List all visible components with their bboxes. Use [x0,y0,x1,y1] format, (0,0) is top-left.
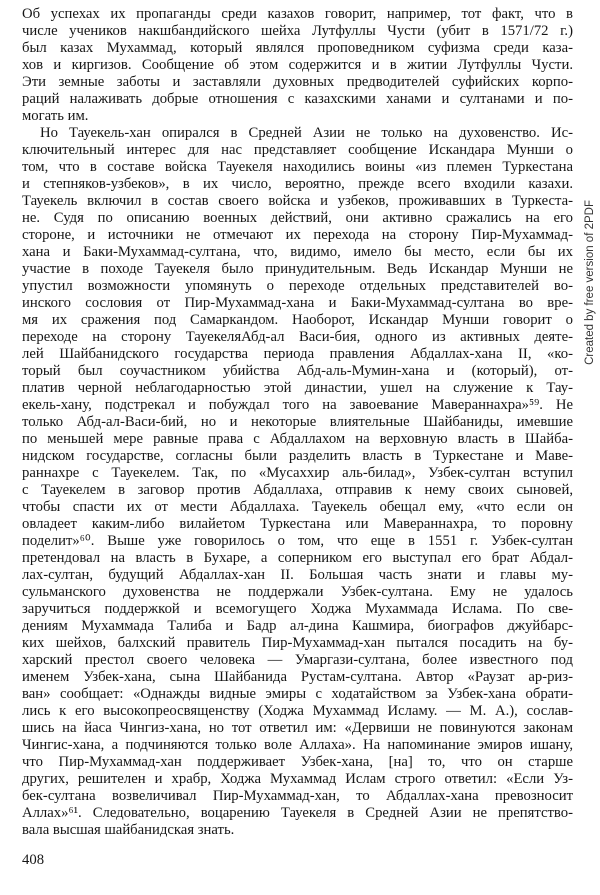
text-line: овладеет каким-либо вилайетом Туркестана или Мавераннахра, то поровну [22,516,573,532]
text-line: инского сословия от Пир-Мухаммад-хана и Баки-Мухаммад-султана во вре- [22,295,573,311]
paragraph [22,125,573,839]
text-line: именем Узбек-хана, сына Шайбанида Рустам-султана. Автор «Раузат ар-риз- [22,669,573,685]
text-line: числе учеников накшбандийского шейха Лутфуллы Чусти (убит в 1571/72 г.) [22,23,573,39]
text-line: стороне, и источники не отмечают их перехода на сторону Пир-Мухаммад- [22,227,573,243]
text-line: том, что в составе войска Тауекеля находились воины «из племен Туркестана [22,159,573,175]
text-line: нидском государстве, согласны были разделить власть в Туркестане и Маве- [22,448,573,464]
text-line: Чингис-хана, а подчиняются только воле Аллаха». На напоминание эмиров ишану, [22,737,573,753]
text-line: Об успехах их пропаганды среди казахов говорит, например, тот факт, что в [22,6,573,22]
text-line: чтобы спасти их от мести Абдаллаха. Тауекель обещал ему, «что если он [22,499,573,515]
text-line: лах-султан, будущий Абдаллах-хан II. Большая часть знати и главы му- [22,567,573,583]
text-line: Аллах»⁶¹. Следовательно, воцарению Тауекеля в Средней Азии не препятство- [22,805,573,821]
watermark: Created by free version of 2PDF [584,200,596,365]
text-line: мя их сражения под Самаркандом. Наоборот, Искандар Мунши говорит о [22,312,573,328]
text-line: дениям Мухаммада Талиба и Бадр ал-дина Кашмира, биографов джуйбарс- [22,618,573,634]
text-line: был казах Мухаммад, который являлся проповедником суфизма среди каза- [22,40,573,56]
text-line: и степняков-узбеков», в их число, вероятно, прежде всего входили казахи. [22,176,573,192]
text-line: поделит»⁶⁰. Выше уже говорилось о том, что еще в 1551 г. Узбек-султан [22,533,573,549]
text-line: только Абд-ал-Васи-бий, но и некоторые влиятельные Шайбаниды, имевшие [22,414,573,430]
text-line: других, решителен и храбр, Ходжа Мухаммад Ислам строго ответил: «Если Уз- [22,771,573,787]
text-line: не. Судя по описанию военных действий, они активно сражались на его [22,210,573,226]
text-line: платив черной неблагодарностью этой династии, ушел на служение к Тау- [22,380,573,396]
text-line: Но Тауекель-хан опирался в Средней Азии не только на духовенство. Ис- [40,125,573,141]
text-line: сульманского духовенства не поддержали Узбек-султана. Ему не удалось [22,584,573,600]
text-line: лей Шайбанидского государства периода правления Абдаллах-хана II, «ко- [22,346,573,362]
text-line: торый был соучастником убийства Абд-аль-Мумин-хана и (который), от- [22,363,573,379]
text-line: заручиться поддержкой и всемогущего Ходжа Мухаммада Ислама. По све- [22,601,573,617]
text-line: раций налаживать добрые отношения с казахскими ханами и султанами и по- [22,91,573,107]
text-line: ключительный интерес для нас представляет сообщение Искандара Мунши о [22,142,573,158]
text-line: с Тауекелем в заговор против Абдаллаха, отправив к нему своих сыновей, [22,482,573,498]
text-line: ких шейхов, балхский правитель Пир-Мухаммад-хан пытался посадить на бу- [22,635,573,651]
body-text [22,6,573,839]
text-line: харский престол своего человека — Умаргази-султана, более известного под [22,652,573,668]
text-line: хана и Баки-Мухаммад-султана, что, видимо, имело бы место, если бы их [22,244,573,260]
text-line: переходе на сторону ТауекеляАбд-ал Васи-бия, одного из активных деяте- [22,329,573,345]
text-line: бек-султана возвеличивал Пир-Мухаммад-хан, то Абдаллах-хана превозносит [22,788,573,804]
paragraph [22,6,573,125]
text-line: раннахре с Тауекелем. Так, по «Мусаххир аль-билад», Узбек-султан вступил [22,465,573,481]
text-line: Тауекель включил в состав своего войска и узбеков, проживавших в Туркеста- [22,193,573,209]
text-line: Эти земные заботы и заставляли духовных предводителей суфийских корпо- [22,74,573,90]
text-line: екель-хану, подстрекал и побуждал того на завоевание Мавераннахра»⁵⁹. Не [22,397,573,413]
text-line: по меньшей мере равные права с Абдаллахом на верховную власть в Шайба- [22,431,573,447]
text-line: ван» сообщает: «Однажды видные эмиры с ходатайством за Узбек-хана обрати- [22,686,573,702]
text-line: упустил возможности упомянуть о переходе отдельных представителей во- [22,278,573,294]
text-line: участие в походе Тауекеля было принудительным. Ведь Искандар Мунши не [22,261,573,277]
text-line: вала высшая шайбанидская знать. [22,822,235,838]
text-line: что Пир-Мухаммад-хан поддерживает Узбек-хана, [на] то, что он старше [22,754,573,770]
text-line: хов и киргизов. Сообщение об этом содержится и в житии Лутфуллы Чусти. [22,57,573,73]
text-line: могать им. [22,108,89,124]
text-line: претендовал на власть в Бухаре, а соперником его выступал его брат Абдал- [22,550,573,566]
text-line: лись к его высокопреосвященству (Ходжа Мухаммад Исламу. — М. А.), сослав- [22,703,573,719]
text-line: шись на йаса Чингиз-хана, но тот ответил им: «Дервиши не повинуются законам [22,720,573,736]
page-number: 408 [22,852,45,868]
